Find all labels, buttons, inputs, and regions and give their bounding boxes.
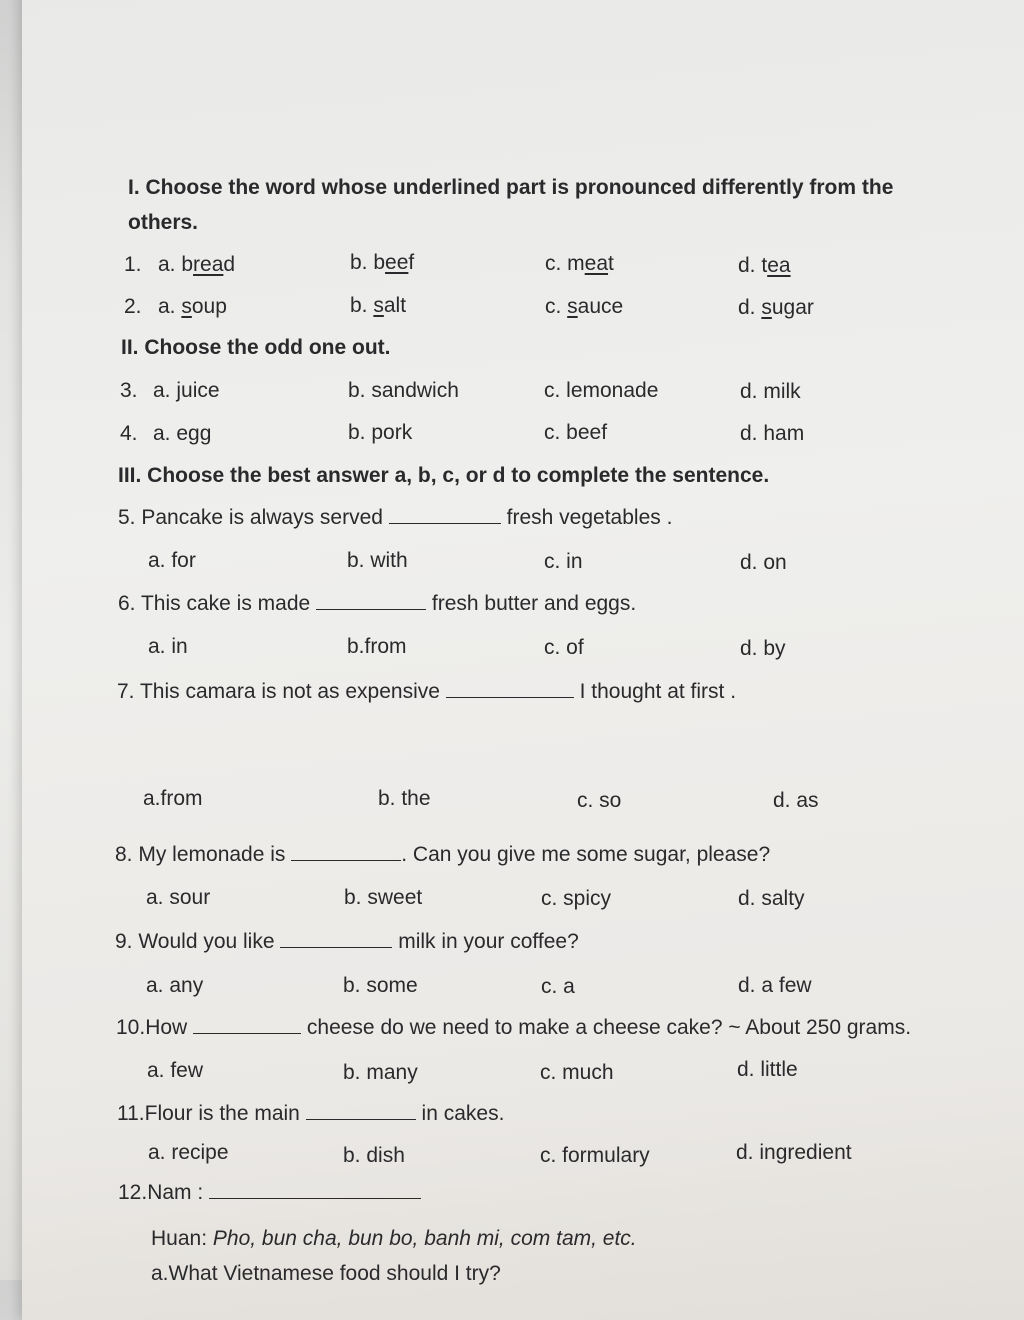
option-d[interactable]: d. a few	[738, 974, 812, 997]
question-stem: 7. This camara is not as expensive I thought at first .	[117, 680, 737, 703]
question-number: 4.	[120, 422, 138, 445]
option-b[interactable]: b. sweet	[344, 886, 423, 909]
answer-blank[interactable]	[446, 693, 574, 698]
option-d[interactable]: d. ingredient	[736, 1141, 852, 1164]
question-number: 1.	[124, 253, 142, 276]
option-c[interactable]: c. meat	[545, 252, 614, 275]
option-c[interactable]: c. beef	[544, 421, 608, 444]
question-number: 2.	[124, 295, 142, 318]
option-c[interactable]: c. formulary	[540, 1144, 650, 1167]
option-a[interactable]: a. bread	[158, 253, 236, 276]
question-stem: 10.How cheese do we need to make a cheese cake? ~ About 250 grams.	[116, 1016, 912, 1039]
option-d[interactable]: d. ham	[740, 422, 805, 445]
option-d[interactable]: d. tea	[738, 254, 791, 277]
question-stem: 11.Flour is the main in cakes.	[117, 1102, 505, 1125]
question-stem: 12.Nam :	[118, 1181, 421, 1205]
option-a[interactable]: a. sour	[146, 886, 211, 909]
answer-blank[interactable]	[193, 1029, 301, 1034]
option-c[interactable]: c. sauce	[545, 295, 624, 318]
option-b[interactable]: b. with	[347, 549, 408, 572]
answer-blank[interactable]	[389, 519, 501, 524]
option-a[interactable]: a. soup	[158, 295, 227, 318]
option-b[interactable]: b. beef	[350, 251, 415, 274]
option-c[interactable]: c. much	[540, 1061, 614, 1084]
option-b[interactable]: b.from	[347, 635, 407, 658]
answer-blank[interactable]	[291, 856, 401, 861]
answer-blank[interactable]	[209, 1194, 421, 1199]
option-a[interactable]: a. juice	[153, 379, 220, 402]
section-2-heading: II. Choose the odd one out.	[121, 336, 391, 359]
option-c[interactable]: c. of	[544, 636, 584, 659]
option-c[interactable]: c. spicy	[541, 887, 612, 910]
answer-blank[interactable]	[316, 605, 426, 610]
option-a[interactable]: a.from	[143, 787, 203, 810]
section-3-heading: III. Choose the best answer a, b, c, or d to complete the sentence.	[118, 464, 770, 487]
option-b[interactable]: b. many	[343, 1061, 418, 1084]
question-number: 3.	[120, 379, 138, 402]
option-a[interactable]: a. any	[146, 974, 204, 997]
option-b[interactable]: b. the	[378, 787, 431, 810]
option-d[interactable]: d. salty	[738, 887, 805, 910]
question-stem: 8. My lemonade is . Can you give me some sugar, please?	[115, 843, 771, 866]
option-d[interactable]: d. sugar	[738, 296, 814, 319]
option-c[interactable]: c. in	[544, 550, 583, 573]
question-stem: 5. Pancake is always served fresh vegetables .	[118, 506, 673, 529]
option-a[interactable]: a. egg	[153, 422, 212, 445]
option-c[interactable]: c. a	[541, 975, 575, 998]
answer-blank[interactable]	[306, 1115, 416, 1120]
option-b[interactable]: b. sandwich	[348, 379, 459, 402]
option-d[interactable]: d. milk	[740, 380, 801, 403]
option-a[interactable]: a. in	[148, 635, 188, 658]
section-1-heading: I. Choose the word whose underlined part is pronounced differently from the	[128, 176, 894, 199]
option-d[interactable]: d. little	[737, 1058, 798, 1081]
option-b[interactable]: b. salt	[350, 294, 407, 317]
section-1-heading-cont: others.	[128, 211, 199, 234]
dialogue-line: Huan: Pho, bun cha, bun bo, banh mi, com tam, etc.	[151, 1227, 637, 1250]
option-a[interactable]: a. few	[147, 1059, 204, 1082]
option-b[interactable]: b. dish	[343, 1144, 405, 1167]
question-stem: 9. Would you like milk in your coffee?	[115, 930, 579, 953]
option-c[interactable]: c. so	[577, 789, 622, 812]
option-a[interactable]: a.What Vietnamese food should I try?	[151, 1262, 501, 1285]
option-c[interactable]: c. lemonade	[544, 379, 659, 402]
option-b[interactable]: b. some	[343, 974, 418, 997]
answer-blank[interactable]	[280, 943, 392, 948]
option-d[interactable]: d. on	[740, 551, 787, 574]
option-a[interactable]: a. for	[148, 549, 196, 572]
option-d[interactable]: d. by	[740, 637, 786, 660]
option-a[interactable]: a. recipe	[148, 1141, 229, 1164]
question-stem: 6. This cake is made fresh butter and eggs.	[118, 592, 637, 615]
option-b[interactable]: b. pork	[348, 421, 413, 444]
option-d[interactable]: d. as	[773, 789, 819, 812]
